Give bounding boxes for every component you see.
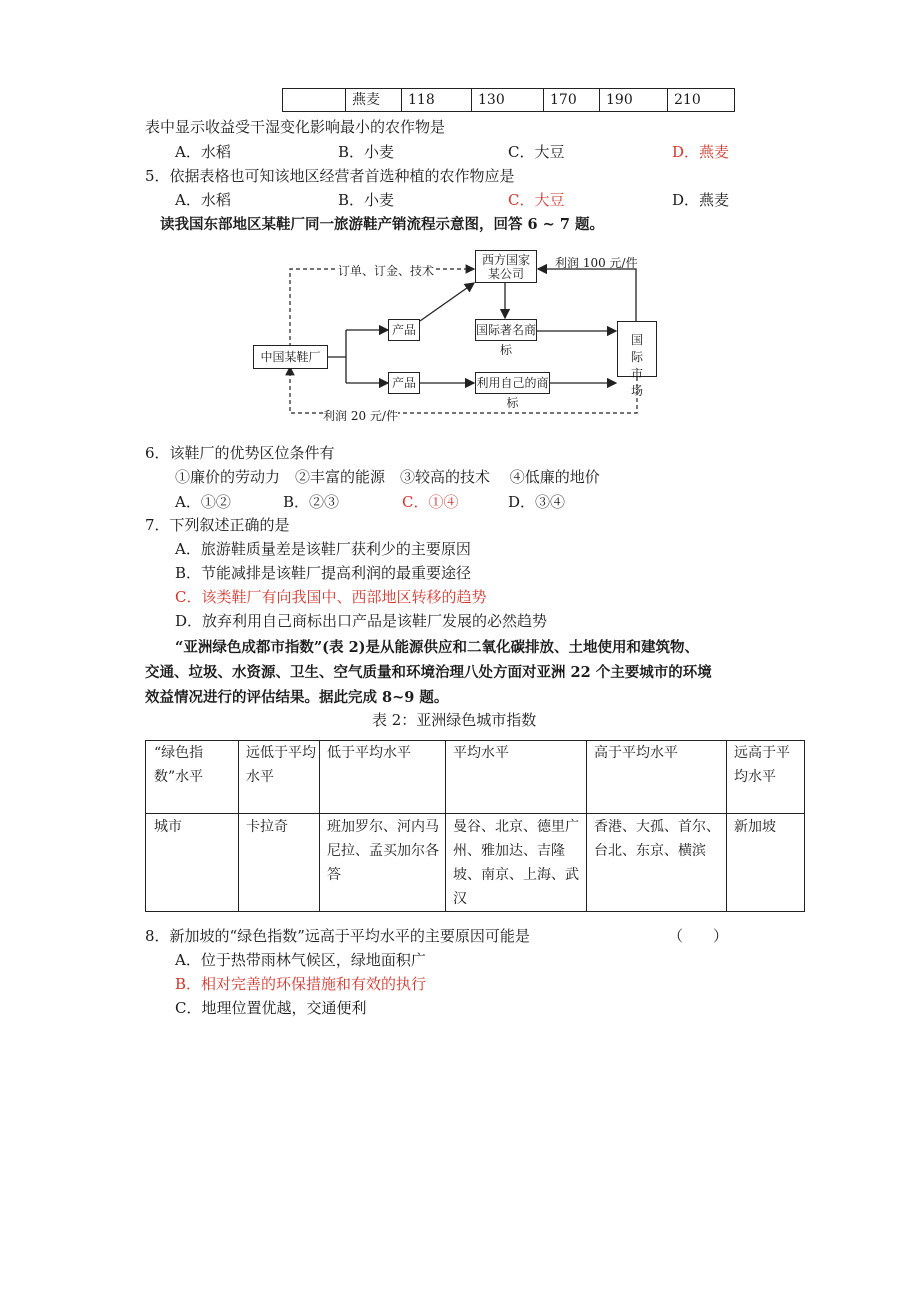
q5-option-c-answer: C．大豆 (508, 191, 565, 209)
table-row-label: 城市 (154, 819, 182, 835)
q8-answer-bracket: （ ） (668, 927, 729, 945)
table-cell: 班加罗尔、河内马尼拉、孟买加尔各答 (327, 819, 439, 883)
q7-option-a: A．旅游鞋质量差是该鞋厂获利少的主要原因 (175, 540, 471, 558)
order-flow-arrow (290, 269, 474, 347)
top-flow-label: 订单、订金、技术 (338, 264, 435, 278)
q5-option-a: A．水稻 (175, 191, 231, 209)
profit-100-arrow (538, 269, 636, 321)
q7-option-b: B．节能减排是该鞋厂提高利润的最重要途径 (175, 564, 472, 582)
table-cell: 170 (543, 89, 599, 111)
product-to-company-arrow (420, 283, 474, 321)
q8-option-b-answer: B．相对完善的环保措施和有效的执行 (175, 975, 427, 993)
q7-stem: 7．下列叙述正确的是 (145, 516, 290, 534)
table-header-cell: “绿色指数”水平 (154, 745, 204, 785)
q4-option-c: C．大豆 (508, 143, 565, 161)
intro-8-9-line2: 交通、垃圾、水资源、卫生、空气质量和环境治理八处方面对亚洲 22 个主要城市的环境 (145, 664, 712, 681)
q5-stem: 5．依据表格也可知该地区经营者首选种植的农作物应是 (145, 167, 515, 185)
q5-option-d: D．燕麦 (672, 191, 730, 209)
table-cell: 新加坡 (734, 819, 776, 835)
diagram-intro: 读我国东部地区某鞋厂同一旅游鞋产销流程示意图，回答 6 ~ 7 题。 (160, 216, 605, 233)
q6-stem: 6．该鞋厂的优势区位条件有 (145, 444, 335, 462)
q6-option-d: D．③④ (508, 493, 566, 511)
diagram-arrows (250, 245, 670, 427)
q8-option-a: A．位于热带雨林气候区，绿地面积广 (175, 951, 426, 969)
table-header-cell: 平均水平 (453, 745, 509, 761)
table-cell: 118 (401, 89, 471, 111)
q4-stem: 表中显示收益受干湿变化影响最小的农作物是 (145, 118, 446, 136)
product-bottom-box: 产品 (388, 372, 420, 394)
intl-brand-box: 国际著名商标 (475, 319, 537, 341)
market-box: 国际市场 (617, 321, 657, 377)
q4-option-d-answer: D．燕麦 (672, 143, 730, 161)
intro-8-9-line3: 效益情况进行的评估结果。据此完成 8~9 题。 (145, 689, 449, 706)
shoe-factory-flow-diagram (250, 245, 670, 427)
product-top-box: 产品 (388, 319, 420, 341)
intro-8-9-line1: “亚洲绿色成都市指数”(表 2)是从能源供应和二氧化碳排放、土地使用和建筑物、 (175, 639, 700, 656)
q6-option-b: B．②③ (283, 493, 340, 511)
green-city-index-table (145, 740, 805, 912)
q6-conditions: ①廉价的劳动力 ②丰富的能源 ③较高的技术 ④低廉的地价 (175, 468, 600, 486)
table-cell: 燕麦 (345, 89, 401, 111)
q4-option-b: B．小麦 (338, 143, 395, 161)
western-company-box: 西方国家某公司 (475, 250, 537, 283)
q5-option-b: B．小麦 (338, 191, 395, 209)
q6-option-c-answer: C．①④ (402, 493, 459, 511)
profit-20-label: 利润 20 元/件 (323, 409, 398, 423)
table-cell: 卡拉奇 (246, 819, 288, 835)
q4-option-a: A．水稻 (175, 143, 231, 161)
factory-box: 中国某鞋厂 (253, 345, 328, 369)
table-header-cell: 远高于平均水平 (734, 745, 790, 785)
table-cell: 210 (667, 89, 734, 111)
q8-stem: 8．新加坡的“绿色指数”远高于平均水平的主要原因可能是 (145, 927, 530, 945)
table-cell: 190 (599, 89, 667, 111)
q7-option-c-answer: C．该类鞋厂有向我国中、西部地区转移的趋势 (175, 588, 487, 606)
own-brand-box: 利用自己的商标 (475, 372, 550, 394)
table-header-cell: 远低于平均水平 (246, 745, 316, 785)
q8-option-c: C．地理位置优越，交通便利 (175, 999, 367, 1017)
profit-100-label: 利润 100 元/件 (555, 256, 638, 270)
table-cell: 130 (471, 89, 543, 111)
q6-option-a: A．①② (175, 493, 231, 511)
table-header-cell: 高于平均水平 (594, 745, 678, 761)
table-cell: 香港、大孤、首尔、台北、东京、横滨 (594, 819, 720, 859)
q7-option-d: D．放弃利用自己商标出口产品是该鞋厂发展的必然趋势 (175, 612, 548, 630)
crop-table-fragment (282, 88, 735, 112)
table-cell: 曼谷、北京、德里广州、雅加达、吉隆坡、南京、上海、武汉 (453, 819, 579, 907)
table-header-cell: 低于平均水平 (327, 745, 411, 761)
table2-caption: 表 2：亚洲绿色城市指数 (372, 711, 537, 729)
